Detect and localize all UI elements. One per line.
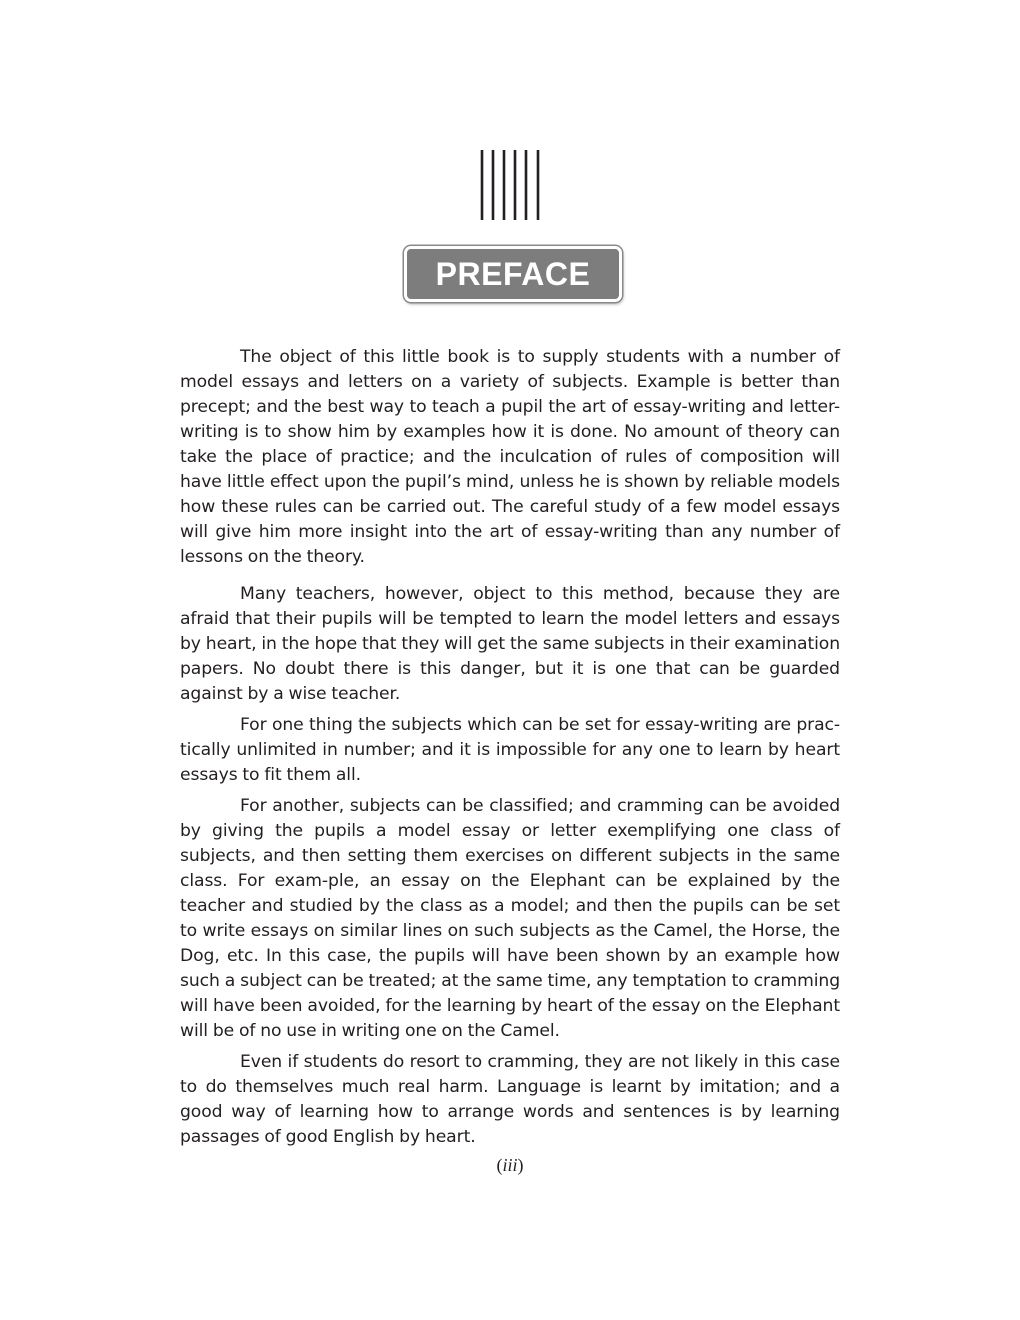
page-title-box [404, 246, 622, 302]
paragraph: The object of this little book is to supply students with a number of model essays and letters on a variety of subjects. Example is better than precept; and the best way to teach a pupil the art of essay-writing and letter-writing is to show him by examples how it is done. No amount of theory can take the place of practice; and the inculcation of rules of composition will have little effect upon the pupil’s mind, unless he is shown by reliable models how these rules can be carried out. The careful study of a few model essays will give him more insight into the art of essay-writing than any number of lessons on the theory. [180, 347, 840, 567]
page-number-numeral: iii [502, 1155, 518, 1175]
page-number-close: ) [517, 1155, 524, 1175]
preface-body [180, 345, 840, 1150]
paragraph: For one thing the subjects which can be set for essay-writing are prac-tically unlimited in number; and it is impossible for any one to learn by heart essays to fit them all. [180, 715, 840, 785]
page-number-open: ( [496, 1155, 503, 1175]
vertical-bars-ornament [480, 150, 542, 220]
paragraph: Many teachers, however, object to this method, because they are afraid that their pupils will be tempted to learn the model letters and essays by heart, in the hope that they will get the same subjects in their examination papers. No doubt there is this danger, but it is one that can be guarded against by a wise teacher. [180, 584, 840, 704]
page-title: PREFACE [435, 255, 591, 292]
page-number [0, 1155, 1020, 1176]
paragraph: For another, subjects can be classified; and cramming can be avoided by giving the pupils a model essay or letter exemplifying one class of subjects, and then setting them exercises on different subjects in the same class. For exam-ple, an essay on the Elephant can be explained by the teacher and studied by the class as a model; and then the pupils can be set to write essays on similar lines on such subjects as the Camel, the Horse, the Dog, etc. In this case, the pupils will have been shown by an example how such a subject can be treated; at the same time, any temptation to cramming will have been avoided, for the learning by heart of the essay on the Elephant will be of no use in writing one on the Camel. [180, 796, 840, 1041]
paragraph: Even if students do resort to cramming, they are not likely in this case to do themselves much real harm. Language is learnt by imitation; and a good way of learning how to arrange words and sentences is by learning passages of good English by heart. [180, 1052, 840, 1147]
